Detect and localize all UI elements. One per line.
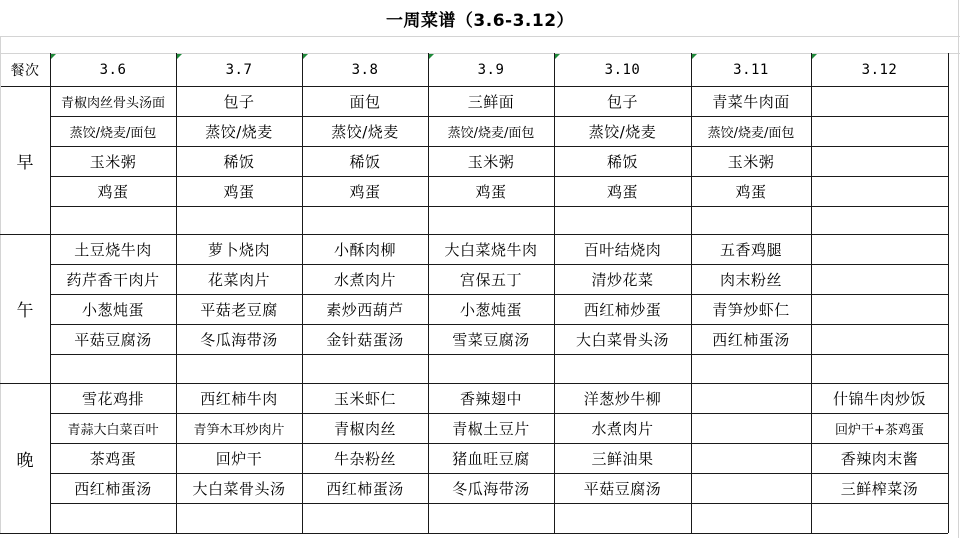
menu-cell: 大白菜烧牛肉 (444, 240, 538, 259)
menu-cell: 西红柿炒蛋 (583, 300, 662, 319)
menu-cell (302, 354, 428, 383)
menu-cell: 青菜牛肉面 (712, 92, 790, 111)
menu-cell: 三鲜油果 (591, 449, 654, 468)
meal-label: 早 (16, 152, 34, 173)
grid-line (958, 0, 959, 538)
menu-cell: 稀饭 (606, 152, 638, 171)
menu-cell: 平菇老豆腐 (200, 300, 278, 319)
menu-cell: 小酥肉柳 (333, 240, 396, 259)
menu-cell: 宫保五丁 (459, 270, 522, 289)
menu-cell: 平菇豆腐汤 (583, 479, 662, 498)
cell-marker (177, 54, 182, 59)
cell-marker (692, 54, 697, 59)
menu-cell (176, 206, 302, 234)
menu-cell (811, 234, 948, 264)
menu-cell: 青椒肉丝 (333, 419, 396, 438)
menu-cell (811, 294, 948, 324)
menu-cell (691, 206, 811, 234)
grid-line (948, 53, 949, 533)
cell-marker (555, 54, 560, 59)
menu-cell (691, 503, 811, 533)
menu-cell: 平菇豆腐汤 (74, 330, 152, 349)
menu-cell: 鸡蛋 (349, 182, 381, 201)
menu-cell: 稀饭 (349, 152, 381, 171)
menu-cell: 玉米粥 (467, 152, 515, 171)
menu-cell: 香辣翅中 (459, 389, 522, 408)
menu-cell: 大白菜骨头汤 (575, 330, 669, 349)
meal-label: 午 (16, 301, 34, 321)
menu-cell: 鸡蛋 (606, 182, 638, 201)
menu-cell (811, 206, 948, 234)
menu-cell (691, 473, 811, 503)
menu-cell (302, 206, 428, 234)
menu-cell: 西红柿蛋汤 (712, 330, 790, 349)
menu-cell: 小葱炖蛋 (459, 300, 522, 319)
menu-cell (811, 176, 948, 206)
grid-line (0, 533, 948, 534)
menu-cell: 雪花鸡排 (81, 389, 144, 408)
date-header: 3.8 (351, 62, 379, 78)
menu-cell: 清炒花菜 (591, 270, 654, 289)
menu-cell (691, 413, 811, 443)
menu-cell (302, 503, 428, 533)
menu-cell (428, 503, 554, 533)
menu-cell (811, 146, 948, 176)
menu-cell: 青蒜大白菜百叶 (67, 422, 159, 438)
menu-cell: 包子 (606, 92, 638, 111)
menu-cell: 冬瓜海带汤 (452, 479, 530, 498)
menu-cell: 稀饭 (223, 152, 255, 171)
menu-cell: 三鲜榨菜汤 (840, 479, 919, 498)
date-header: 3.7 (225, 62, 253, 78)
menu-cell: 金针菇蛋汤 (326, 330, 404, 349)
menu-cell (811, 354, 948, 383)
menu-cell: 小葱炖蛋 (81, 300, 144, 319)
menu-cell: 药芹香干肉片 (66, 270, 160, 289)
menu-cell: 香辣肉末酱 (840, 449, 919, 468)
grid-line (0, 36, 960, 37)
menu-cell (691, 354, 811, 383)
menu-cell (811, 116, 948, 146)
menu-cell: 百叶结烧肉 (583, 240, 662, 259)
menu-cell (554, 206, 691, 234)
menu-cell: 五香鸡腿 (719, 240, 782, 259)
menu-cell: 什锦牛肉炒饭 (832, 389, 926, 408)
menu-cell (811, 503, 948, 533)
menu-cell: 玉米粥 (727, 152, 775, 171)
menu-cell: 水煮肉片 (333, 270, 396, 289)
header-corner: 餐次 (10, 63, 40, 79)
menu-cell: 西红柿蛋汤 (74, 479, 152, 498)
menu-cell: 回炉干 (215, 449, 263, 468)
menu-cell: 回炉干+茶鸡蛋 (835, 422, 924, 438)
menu-cell: 大白菜骨头汤 (192, 479, 286, 498)
menu-cell (691, 383, 811, 413)
menu-cell: 肉末粉丝 (719, 270, 782, 289)
menu-cell: 猪血旺豆腐 (452, 449, 530, 468)
menu-cell: 花菜肉片 (207, 270, 270, 289)
menu-cell: 蒸饺/烧麦 (588, 122, 657, 141)
menu-cell (554, 354, 691, 383)
menu-cell: 蒸饺/烧麦 (331, 122, 399, 141)
menu-cell: 青椒土豆片 (452, 419, 530, 438)
cell-marker (303, 54, 308, 59)
menu-cell: 蒸饺/烧麦/面包 (447, 125, 535, 141)
menu-cell: 玉米粥 (89, 152, 137, 171)
menu-cell: 青椒肉丝骨头汤面 (60, 95, 165, 111)
menu-cell (811, 264, 948, 294)
menu-cell (428, 206, 554, 234)
menu-cell: 萝卜烧肉 (207, 240, 270, 259)
cell-marker (812, 54, 817, 59)
date-header: 3.9 (477, 62, 505, 78)
date-header: 3.12 (861, 62, 898, 78)
menu-cell: 蒸饺/烧麦/面包 (707, 125, 795, 141)
menu-cell: 冬瓜海带汤 (200, 330, 278, 349)
menu-cell: 青笋炒虾仁 (712, 300, 790, 319)
menu-cell: 土豆烧牛肉 (74, 240, 152, 259)
cell-marker (429, 54, 434, 59)
menu-cell (554, 503, 691, 533)
meal-label: 晚 (16, 450, 34, 471)
menu-cell: 包子 (223, 92, 255, 111)
menu-cell: 牛杂粉丝 (333, 449, 396, 468)
menu-cell: 鸡蛋 (97, 182, 129, 201)
menu-cell: 青笋木耳炒肉片 (193, 422, 285, 438)
menu-cell: 蒸饺/烧麦/面包 (69, 125, 157, 141)
menu-cell: 西红柿牛肉 (200, 389, 278, 408)
menu-cell: 面包 (349, 92, 381, 111)
menu-cell: 雪菜豆腐汤 (452, 330, 530, 349)
date-header: 3.11 (733, 62, 769, 78)
menu-cell: 茶鸡蛋 (89, 449, 137, 468)
menu-cell: 水煮肉片 (591, 419, 654, 438)
cell-marker (51, 54, 56, 59)
menu-cell: 鸡蛋 (735, 182, 767, 201)
menu-cell (50, 503, 176, 533)
menu-title: 一周菜谱（3.6-3.12） (385, 10, 575, 31)
menu-cell (428, 354, 554, 383)
menu-cell: 玉米虾仁 (333, 389, 396, 408)
menu-cell (50, 354, 176, 383)
date-header: 3.6 (99, 62, 127, 78)
menu-cell: 蒸饺/烧麦 (205, 122, 273, 141)
menu-cell: 西红柿蛋汤 (326, 479, 404, 498)
menu-cell (811, 324, 948, 354)
menu-cell: 三鲜面 (467, 92, 515, 111)
menu-cell (811, 86, 948, 116)
menu-cell: 素炒西葫芦 (326, 300, 404, 319)
menu-cell (176, 354, 302, 383)
menu-cell: 鸡蛋 (475, 182, 507, 201)
menu-cell (176, 503, 302, 533)
menu-cell (50, 206, 176, 234)
menu-cell (691, 443, 811, 473)
date-header: 3.10 (604, 62, 641, 78)
menu-cell: 鸡蛋 (223, 182, 255, 201)
menu-cell: 洋葱炒牛柳 (583, 389, 662, 408)
